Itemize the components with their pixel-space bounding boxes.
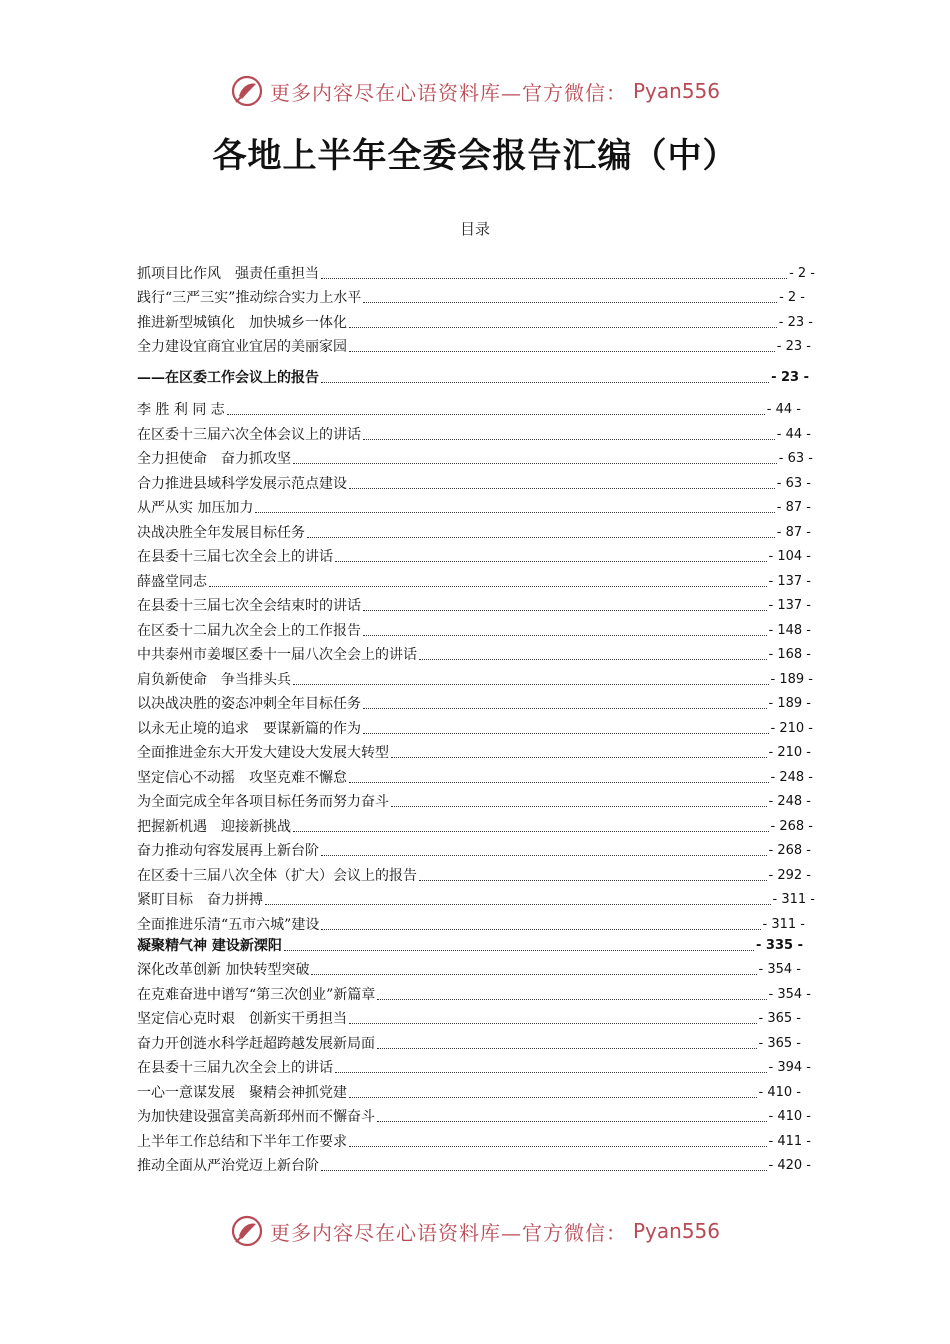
toc-entry[interactable]: 坚定信心不动摇 攻坚克难不懈怠 - 248 - [137, 770, 813, 786]
toc-entry[interactable]: 以决战决胜的姿态冲刺全年目标任务 - 189 - [137, 696, 811, 712]
toc-entry[interactable]: 践行“三严三实”推动综合实力上水平 - 2 - [137, 290, 805, 306]
toc-heading: 目录 [459, 220, 490, 238]
toc-entry[interactable]: 在县委十三届九次全会上的讲话 - 394 - [137, 1060, 811, 1076]
toc-entry[interactable]: 以永无止境的追求 要谋新篇的作为 - 210 - [137, 721, 813, 737]
toc-entry[interactable]: 全力担使命 奋力抓攻坚 - 63 - [137, 451, 813, 467]
toc-entry[interactable]: 抓项目比作风 强责任重担当 - 2 - [137, 266, 815, 282]
banner-wechat-id: Pyan556 [632, 79, 720, 103]
footer-banner [0, 1214, 950, 1248]
toc-entry[interactable]: 坚定信心克时艰 创新实干勇担当 - 365 - [137, 1011, 801, 1027]
toc-entry[interactable]: ——在区委工作会议上的报告 - 23 - [137, 370, 809, 386]
toc-entry[interactable]: 深化改革创新 加快转型突破 - 354 - [137, 962, 801, 978]
toc-entry[interactable]: 紧盯目标 奋力拼搏 - 311 - [137, 892, 815, 908]
toc-entry[interactable]: 全面推进乐清“五市六城”建设 - 311 - [137, 917, 805, 933]
logo-icon [230, 74, 264, 108]
toc-entry[interactable]: 上半年工作总结和下半年工作要求 - 411 - [137, 1134, 811, 1150]
toc-entry[interactable]: 在区委十三届六次全体会议上的讲话 - 44 - [137, 427, 811, 443]
toc-entry[interactable]: 推进新型城镇化 加快城乡一体化 - 23 - [137, 315, 813, 331]
toc-entry[interactable]: 奋力推动句容发展再上新台阶 - 268 - [137, 843, 811, 859]
toc-entry[interactable]: 在区委十二届九次全会上的工作报告 - 148 - [137, 623, 811, 639]
banner-text: 更多内容尽在心语资料库—官方微信： [269, 1220, 627, 1245]
toc-entry[interactable]: 在县委十三届七次全会上的讲话 - 104 - [137, 549, 811, 565]
toc-entry[interactable]: 决战决胜全年发展目标任务 - 87 - [137, 525, 811, 541]
toc-entry[interactable]: 全面推进金东大开发大建设大发展大转型 - 210 - [137, 745, 811, 761]
toc-entry[interactable]: 在县委十三届七次全会结束时的讲话 - 137 - [137, 598, 811, 614]
toc-entry[interactable]: 从严从实 加压加力 - 87 - [137, 500, 811, 516]
toc-entry[interactable]: 为全面完成全年各项目标任务而努力奋斗 - 248 - [137, 794, 811, 810]
header-banner [0, 74, 950, 108]
toc-entry[interactable]: 推动全面从严治党迈上新台阶 - 420 - [137, 1158, 811, 1174]
toc-entry[interactable]: 为加快建设强富美高新邳州而不懈奋斗 - 410 - [137, 1109, 811, 1125]
toc-entry[interactable]: 肩负新使命 争当排头兵 - 189 - [137, 672, 813, 688]
toc-entry[interactable]: 奋力开创涟水科学赶超跨越发展新局面 - 365 - [137, 1036, 801, 1052]
toc-entry[interactable]: 在克难奋进中谱写“第三次创业”新篇章 - 354 - [137, 987, 811, 1003]
toc-entry[interactable]: 薛盛堂同志 - 137 - [137, 574, 811, 590]
toc-entry[interactable]: 合力推进县域科学发展示范点建设 - 63 - [137, 476, 811, 492]
toc-entry[interactable]: 一心一意谋发展 聚精会神抓党建 - 410 - [137, 1085, 801, 1101]
toc-entry[interactable]: 李 胜 利 同 志 - 44 - [137, 402, 801, 418]
document-title: 各地上半年全委会报告汇编（中） [212, 136, 738, 176]
logo-icon [230, 1214, 264, 1248]
toc-entry[interactable]: 凝聚精气神 建设新溧阳 - 335 - [137, 938, 803, 954]
toc-entry[interactable]: 在区委十三届八次全体（扩大）会议上的报告 - 292 - [137, 868, 811, 884]
banner-text: 更多内容尽在心语资料库—官方微信： [269, 80, 627, 105]
banner-wechat-id: Pyan556 [632, 1219, 720, 1243]
toc-entry[interactable]: 中共泰州市姜堰区委十一届八次全会上的讲话 - 168 - [137, 647, 811, 663]
toc-entry[interactable]: 把握新机遇 迎接新挑战 - 268 - [137, 819, 813, 835]
toc-entry[interactable]: 全力建设宜商宜业宜居的美丽家园 - 23 - [137, 339, 811, 355]
